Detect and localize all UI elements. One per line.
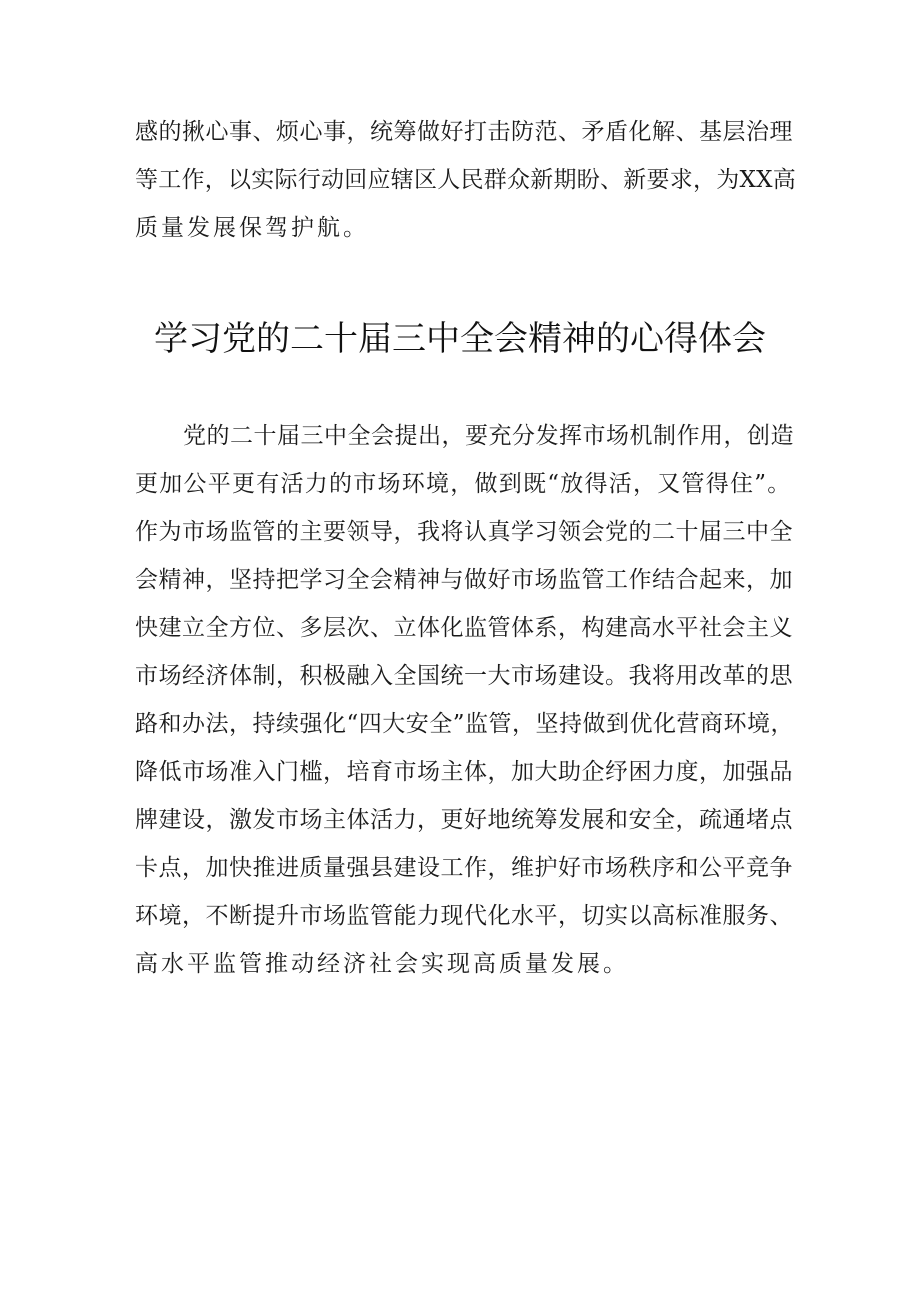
- continuation-line-1: 感的揪心事、烦心事，统筹做好打击防范、矛盾化解、基层治理: [135, 119, 793, 145]
- body-line-8: 降低市场准入门槛，培育市场主体，加大助企纾困力度，加强品: [135, 759, 793, 785]
- body-line-10: 卡点，加快推进质量强县建设工作，维护好市场秩序和公平竞争: [135, 855, 793, 881]
- article-title: 学习党的二十届三中全会精神的心得体会: [154, 319, 766, 359]
- body-line-6: 市场经济体制，积极融入全国统一大市场建设。我将用改革的思: [135, 663, 793, 689]
- body-line-9: 牌建设，激发市场主体活力，更好地统筹发展和安全，疏通堵点: [135, 807, 793, 833]
- body-line-12: 高水平监管推动经济社会实现高质量发展。: [135, 951, 629, 977]
- body-line-3: 作为市场监管的主要领导，我将认真学习领会党的二十届三中全: [135, 519, 793, 545]
- body-line-5: 快建立全方位、多层次、立体化监管体系，构建高水平社会主义: [135, 615, 793, 641]
- body-line-7: 路和办法，持续强化“四大安全”监管，坚持做到优化营商环境，: [135, 711, 795, 737]
- body-line-4: 会精神，坚持把学习全会精神与做好市场监管工作结合起来，加: [135, 567, 793, 593]
- continuation-line-2: 等工作，以实际行动回应辖区人民群众新期盼、新要求，为XX高: [135, 167, 796, 193]
- body-line-1: 党的二十届三中全会提出，要充分发挥市场机制作用，创造: [183, 423, 794, 449]
- body-line-11: 环境，不断提升市场监管能力现代化水平，切实以高标准服务、: [135, 903, 793, 929]
- continuation-line-3: 质量发展保驾护航。: [135, 215, 369, 241]
- body-line-2: 更加公平更有活力的市场环境，做到既“放得活，又管得住”。: [135, 471, 792, 497]
